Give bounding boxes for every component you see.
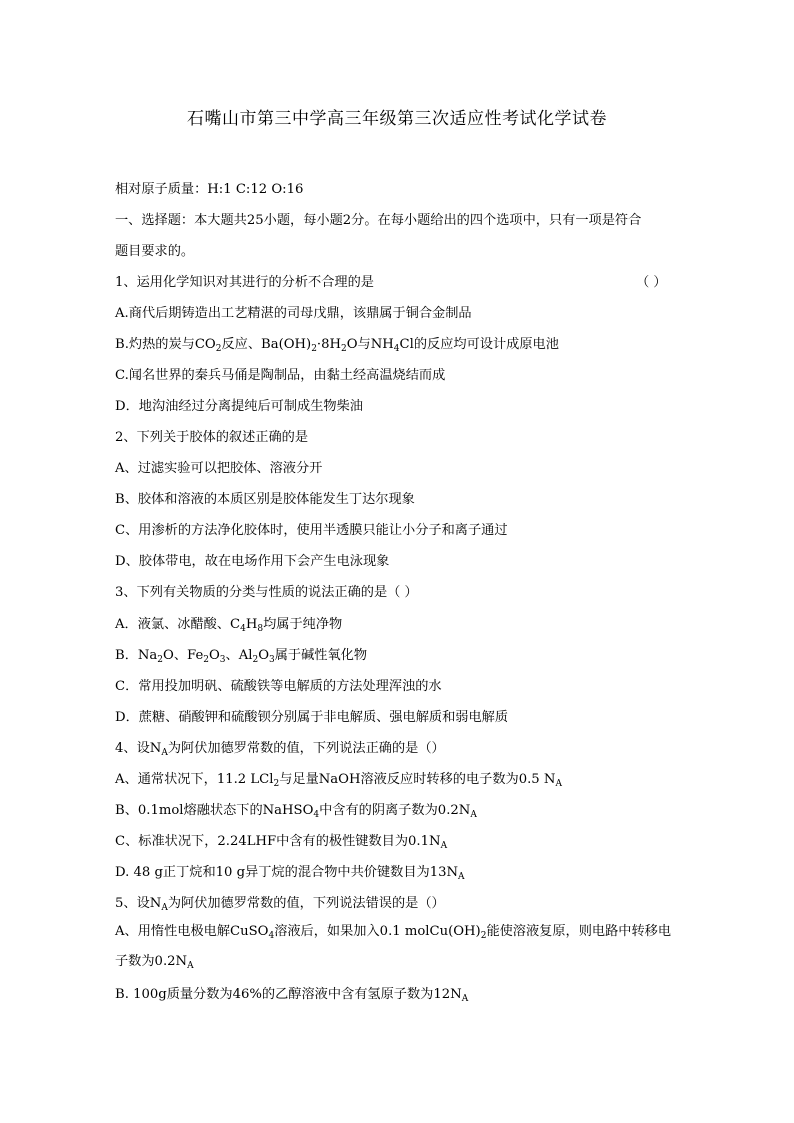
question-4-option-a: A、通常状况下，11.2 LCl$_2$与足量NaOH溶液反应时转移的电子数为0.5 $N_A$ [115, 772, 562, 789]
question-2-stem: 2、下列关于胶体的叙述正确的是 [115, 430, 309, 445]
question-3-option-c: C．常用投加明矾、硫酸铁等电解质的方法处理浑浊的水 [115, 679, 442, 694]
question-4-option-b: B、0.1mol熔融状态下的NaHSO$_4$中含有的阴离子数为$0.2N_A$ [115, 803, 477, 820]
atomic-mass-line: 相对原子质量：H:1 C:12 O:16 [115, 182, 304, 197]
question-4-option-d: D. 48 g正丁烷和10 g异丁烷的混合物中共价键数目为$13N_A$ [115, 865, 465, 882]
question-2-option-a: A、过滤实验可以把胶体、溶液分开 [115, 461, 323, 476]
section-instructions-line2: 题目要求的。 [115, 244, 195, 259]
question-3-stem: 3、下列有关物质的分类与性质的说法正确的是（ ） [115, 585, 418, 600]
section-instructions-line1: 一、选择题：本大题共25小题，每小题2分。在每小题给出的四个选项中，只有一项是符合 [115, 213, 642, 228]
question-1-option-a: A.商代后期铸造出工艺精湛的司母戊鼎，该鼎属于铜合金制品 [115, 306, 472, 321]
question-2-option-b: B、胶体和溶液的本质区别是胶体能发生丁达尔现象 [115, 492, 415, 507]
exam-title: 石嘴山市第三中学高三年级第三次适应性考试化学试卷 [187, 109, 607, 129]
question-1-option-c: C.闻名世界的秦兵马俑是陶制品，由黏土经高温烧结而成 [115, 368, 446, 383]
question-5-option-b: B. 100g质量分数为46%的乙醇溶液中含有氢原子数为$12N_A$ [115, 987, 469, 1004]
question-2-option-d: D、胶体带电，故在电场作用下会产生电泳现象 [115, 554, 390, 569]
question-5-stem: 5、设$N_A$为阿伏加德罗常数的值，下列说法错误的是（） [115, 896, 445, 913]
question-1-option-d: D．地沟油经过分离提纯后可制成生物柴油 [115, 399, 363, 414]
question-3-option-d: D．蔗糖、硝酸钾和硫酸钡分别属于非电解质、强电解质和弱电解质 [115, 710, 509, 725]
question-1-stem: 1、运用化学知识对其进行的分析不合理的是 [115, 275, 374, 290]
question-2-option-c: C、用渗析的方法净化胶体时，使用半透膜只能让小分子和离子通过 [115, 523, 508, 538]
question-1-answer-blank: （ ） [636, 275, 667, 290]
question-3-option-b: B．$Na_2O$、$Fe_2O_3$、$Al_2O_3$属于碱性氧化物 [115, 648, 368, 665]
question-4-stem: 4、设$N_A$为阿伏加德罗常数的值，下列说法正确的是（） [115, 741, 445, 758]
question-5-option-a-line2: 子数为$0.2N_A$ [115, 954, 194, 971]
question-3-option-a: A．液氯、冰醋酸、$C_4H_8$均属于纯净物 [115, 617, 343, 634]
question-4-option-c: C、标准状况下，2.24LHF中含有的极性键数目为$0.1N_A$ [115, 834, 448, 851]
question-5-option-a-line1: A、用惰性电极电解CuSO$_4$溶液后，如果加入0.1 $molCu(OH)_2$能使溶液复原，则电路中转移电 [115, 924, 672, 941]
question-1-option-b: B.灼热的炭与$CO_2$反应、$Ba(OH)_2\cdot 8H_2O$与$NH_4Cl$的反应均可设计成原电池 [115, 337, 559, 354]
